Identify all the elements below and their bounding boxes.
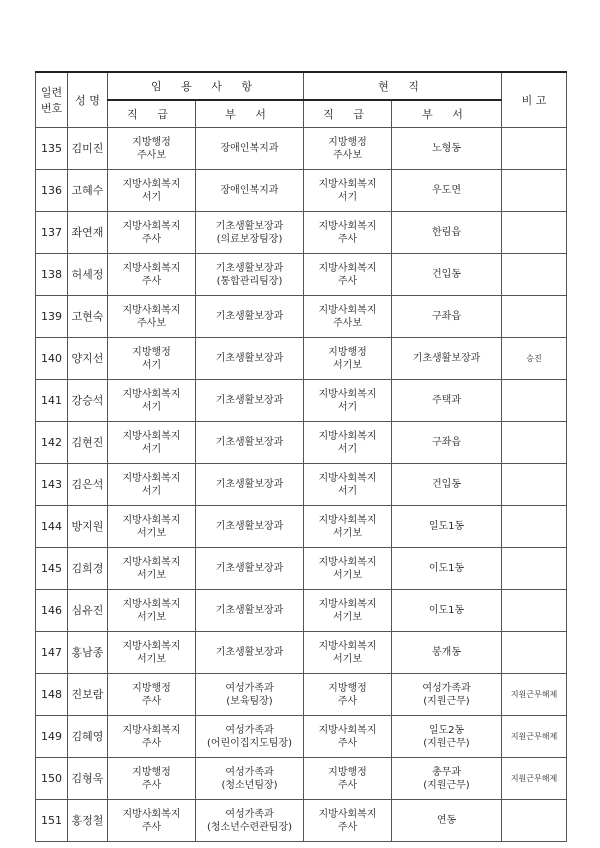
current-rank-cell: 지방사회복지 서기 <box>304 380 392 422</box>
table-row <box>36 254 567 296</box>
serial-cell: 140 <box>36 338 68 380</box>
dept-cell: 여성가족과 (보육팀장) <box>196 674 304 716</box>
serial-cell: 135 <box>36 128 68 170</box>
name-cell: 홍정철 <box>68 800 108 842</box>
current-rank-cell: 지방사회복지 서기보 <box>304 506 392 548</box>
dept-cell: 기초생활보장과 (통합관리팀장) <box>196 254 304 296</box>
rank-cell: 지방사회복지 주사 <box>108 716 196 758</box>
dept-cell: 기초생활보장과 <box>196 338 304 380</box>
header-rank-appointment: 직 급 <box>108 100 196 128</box>
rank-cell: 지방사회복지 서기 <box>108 380 196 422</box>
header-note: 비 고 <box>502 72 567 128</box>
dept-cell: 기초생활보장과 <box>196 296 304 338</box>
name-cell: 방지원 <box>68 506 108 548</box>
current-rank-cell: 지방사회복지 서기 <box>304 464 392 506</box>
name-cell: 심유진 <box>68 590 108 632</box>
current-rank-cell: 지방행정 주사보 <box>304 128 392 170</box>
current-dept-cell: 구좌읍 <box>392 422 502 464</box>
serial-cell: 151 <box>36 800 68 842</box>
dept-cell: 기초생활보장과 <box>196 422 304 464</box>
table-row <box>36 296 567 338</box>
serial-cell: 147 <box>36 632 68 674</box>
rank-cell: 지방사회복지 서기보 <box>108 506 196 548</box>
note-cell <box>502 170 567 212</box>
serial-cell: 138 <box>36 254 68 296</box>
current-rank-cell: 지방사회복지 주사 <box>304 254 392 296</box>
note-cell: 승진 <box>502 338 567 380</box>
note-cell: 지원근무해제 <box>502 674 567 716</box>
current-rank-cell: 지방사회복지 서기보 <box>304 590 392 632</box>
note-cell <box>502 422 567 464</box>
current-dept-cell: 주택과 <box>392 380 502 422</box>
dept-cell: 기초생활보장과 <box>196 464 304 506</box>
table-row <box>36 590 567 632</box>
dept-cell: 기초생활보장과 <box>196 632 304 674</box>
name-cell: 좌연재 <box>68 212 108 254</box>
table-row <box>36 212 567 254</box>
current-dept-cell: 총무과 (지원근무) <box>392 758 502 800</box>
table-row <box>36 758 567 800</box>
dept-cell: 기초생활보장과 <box>196 548 304 590</box>
dept-cell: 기초생활보장과 (의료보장팀장) <box>196 212 304 254</box>
current-dept-cell: 우도면 <box>392 170 502 212</box>
serial-cell: 141 <box>36 380 68 422</box>
current-dept-cell: 이도1동 <box>392 590 502 632</box>
note-cell <box>502 800 567 842</box>
current-dept-cell: 이도1동 <box>392 548 502 590</box>
table-row <box>36 674 567 716</box>
rank-cell: 지방사회복지 서기 <box>108 170 196 212</box>
current-rank-cell: 지방사회복지 서기 <box>304 422 392 464</box>
note-cell <box>502 212 567 254</box>
name-cell: 고현숙 <box>68 296 108 338</box>
serial-cell: 144 <box>36 506 68 548</box>
rank-cell: 지방사회복지 서기보 <box>108 590 196 632</box>
serial-cell: 148 <box>36 674 68 716</box>
serial-cell: 150 <box>36 758 68 800</box>
note-cell: 지원근무해제 <box>502 716 567 758</box>
name-cell: 고혜수 <box>68 170 108 212</box>
current-dept-cell: 기초생활보장과 <box>392 338 502 380</box>
serial-cell: 146 <box>36 590 68 632</box>
rank-cell: 지방사회복지 서기보 <box>108 548 196 590</box>
rank-cell: 지방사회복지 서기 <box>108 464 196 506</box>
rank-cell: 지방사회복지 주사보 <box>108 296 196 338</box>
rank-cell: 지방행정 주사보 <box>108 128 196 170</box>
current-rank-cell: 지방사회복지 서기보 <box>304 548 392 590</box>
note-cell <box>502 296 567 338</box>
name-cell: 양지선 <box>68 338 108 380</box>
table-row <box>36 380 567 422</box>
serial-cell: 145 <box>36 548 68 590</box>
serial-cell: 143 <box>36 464 68 506</box>
note-cell: 지원근무해제 <box>502 758 567 800</box>
dept-cell: 여성가족과 (어린이집지도팀장) <box>196 716 304 758</box>
current-rank-cell: 지방사회복지 주사 <box>304 716 392 758</box>
current-dept-cell: 여성가족과 (지원근무) <box>392 674 502 716</box>
current-rank-cell: 지방행정 주사 <box>304 674 392 716</box>
note-cell <box>502 254 567 296</box>
name-cell: 허세정 <box>68 254 108 296</box>
current-rank-cell: 지방행정 주사 <box>304 758 392 800</box>
note-cell <box>502 632 567 674</box>
note-cell <box>502 590 567 632</box>
current-dept-cell: 노형동 <box>392 128 502 170</box>
table-row <box>36 422 567 464</box>
table-row <box>36 338 567 380</box>
rank-cell: 지방사회복지 주사 <box>108 254 196 296</box>
dept-cell: 기초생활보장과 <box>196 380 304 422</box>
rank-cell: 지방사회복지 서기보 <box>108 632 196 674</box>
serial-cell: 139 <box>36 296 68 338</box>
header-dept-appointment: 부 서 <box>196 100 304 128</box>
current-rank-cell: 지방사회복지 주사 <box>304 800 392 842</box>
current-dept-cell: 한림읍 <box>392 212 502 254</box>
table-row <box>36 800 567 842</box>
note-cell <box>502 506 567 548</box>
rank-cell: 지방사회복지 주사 <box>108 800 196 842</box>
dept-cell: 기초생활보장과 <box>196 590 304 632</box>
current-dept-cell: 일도2동 (지원근무) <box>392 716 502 758</box>
rank-cell: 지방행정 주사 <box>108 674 196 716</box>
note-cell <box>502 464 567 506</box>
table-row <box>36 716 567 758</box>
table-body <box>36 128 567 842</box>
current-dept-cell: 일도1동 <box>392 506 502 548</box>
header-dept-current: 부 서 <box>392 100 502 128</box>
current-rank-cell: 지방사회복지 서기 <box>304 170 392 212</box>
header-current: 현 직 <box>304 72 502 100</box>
name-cell: 김미진 <box>68 128 108 170</box>
current-dept-cell: 연동 <box>392 800 502 842</box>
rank-cell: 지방사회복지 주사 <box>108 212 196 254</box>
name-cell: 김현진 <box>68 422 108 464</box>
table-row <box>36 464 567 506</box>
name-cell: 김희경 <box>68 548 108 590</box>
header-serial: 일련 번호 <box>36 72 68 128</box>
header-name: 성 명 <box>68 72 108 128</box>
note-cell <box>502 128 567 170</box>
dept-cell: 장애인복지과 <box>196 170 304 212</box>
dept-cell: 장애인복지과 <box>196 128 304 170</box>
table-row <box>36 170 567 212</box>
current-dept-cell: 건입동 <box>392 254 502 296</box>
note-cell <box>502 548 567 590</box>
table-row <box>36 632 567 674</box>
serial-cell: 142 <box>36 422 68 464</box>
name-cell: 강승석 <box>68 380 108 422</box>
table-row <box>36 506 567 548</box>
current-rank-cell: 지방사회복지 주사보 <box>304 296 392 338</box>
table-row <box>36 128 567 170</box>
dept-cell: 여성가족과 (청소년팀장) <box>196 758 304 800</box>
header-appointment: 임 용 사 항 <box>108 72 304 100</box>
name-cell: 김은석 <box>68 464 108 506</box>
current-rank-cell: 지방행정 서기보 <box>304 338 392 380</box>
name-cell: 김형욱 <box>68 758 108 800</box>
current-dept-cell: 구좌읍 <box>392 296 502 338</box>
rank-cell: 지방행정 서기 <box>108 338 196 380</box>
current-rank-cell: 지방사회복지 주사 <box>304 212 392 254</box>
note-cell <box>502 380 567 422</box>
name-cell: 홍남종 <box>68 632 108 674</box>
serial-cell: 137 <box>36 212 68 254</box>
dept-cell: 여성가족과 (청소년수련관팀장) <box>196 800 304 842</box>
rank-cell: 지방사회복지 서기 <box>108 422 196 464</box>
name-cell: 김혜영 <box>68 716 108 758</box>
current-dept-cell: 건입동 <box>392 464 502 506</box>
current-dept-cell: 봉개동 <box>392 632 502 674</box>
header-rank-current: 직 급 <box>304 100 392 128</box>
personnel-table <box>35 71 567 842</box>
dept-cell: 기초생활보장과 <box>196 506 304 548</box>
name-cell: 진보람 <box>68 674 108 716</box>
table-row <box>36 548 567 590</box>
current-rank-cell: 지방사회복지 서기보 <box>304 632 392 674</box>
serial-cell: 136 <box>36 170 68 212</box>
rank-cell: 지방행정 주사 <box>108 758 196 800</box>
serial-cell: 149 <box>36 716 68 758</box>
